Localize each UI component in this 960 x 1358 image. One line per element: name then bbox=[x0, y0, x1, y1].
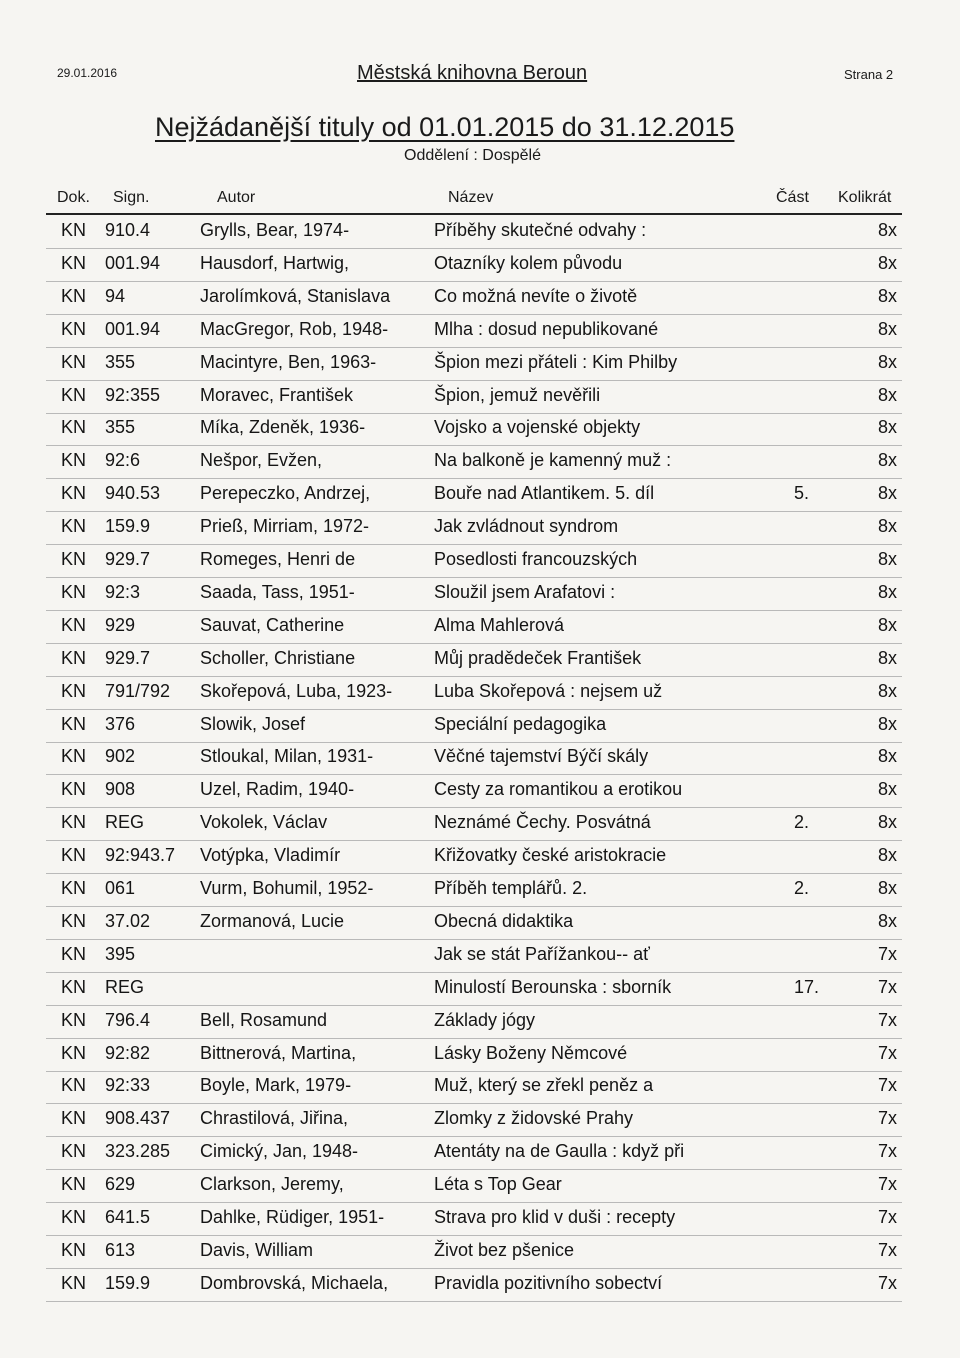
cell-sign: 395 bbox=[105, 943, 136, 964]
cell-sign: 929.7 bbox=[105, 549, 151, 569]
cell-kolikrat: 8x bbox=[878, 417, 898, 438]
cell-kolikrat: 8x bbox=[878, 450, 898, 471]
cell-autor: Míka, Zdeněk, 1936- bbox=[200, 417, 366, 438]
cell-kolikrat: 8x bbox=[878, 614, 898, 635]
cell-dok: KN bbox=[61, 845, 87, 866]
column-header-dok: Dok. bbox=[57, 189, 90, 206]
cell-dok: KN bbox=[61, 417, 87, 438]
cell-dok: KN bbox=[61, 713, 87, 734]
cell-autor: Sauvat, Catherine bbox=[200, 614, 345, 635]
cell-kolikrat: 8x bbox=[878, 220, 898, 240]
report-title: Nejžádanější tituly od 01.01.2015 do 31.12.2015 bbox=[155, 112, 735, 142]
column-header-kolikrat: Kolikrát bbox=[838, 189, 892, 206]
cell-autor: Skořepová, Luba, 1923- bbox=[200, 680, 393, 701]
table-row bbox=[46, 840, 902, 874]
table-row bbox=[46, 774, 902, 808]
cell-autor: Bittnerová, Martina, bbox=[200, 1042, 357, 1063]
cell-autor: Cimický, Jan, 1948- bbox=[200, 1141, 359, 1162]
cell-autor: Saada, Tass, 1951- bbox=[200, 581, 355, 602]
table-row bbox=[46, 1070, 902, 1104]
cell-autor: Hausdorf, Hartwig, bbox=[200, 252, 350, 273]
cell-nazev: Špion mezi přáteli : Kim Philby bbox=[434, 351, 678, 372]
table-row bbox=[46, 544, 902, 578]
cell-dok: KN bbox=[61, 516, 87, 537]
cell-autor: Boyle, Mark, 1979- bbox=[200, 1075, 352, 1096]
cell-kolikrat: 7x bbox=[878, 1207, 898, 1227]
cell-sign: 159.9 bbox=[105, 1272, 151, 1293]
cell-nazev: Základy jógy bbox=[434, 1009, 536, 1030]
cell-dok: KN bbox=[61, 1075, 87, 1096]
cell-kolikrat: 7x bbox=[878, 976, 898, 997]
cell-nazev: Alma Mahlerová bbox=[434, 614, 565, 635]
cell-nazev: Špion, jemuž nevěřili bbox=[434, 384, 601, 405]
cell-autor: Zormanová, Lucie bbox=[200, 910, 345, 931]
cell-nazev: Posedlosti francouzských bbox=[434, 549, 638, 569]
cell-sign: 92:6 bbox=[105, 450, 141, 471]
page-number: Strana 2 bbox=[844, 67, 894, 82]
table-row bbox=[46, 873, 902, 907]
cell-autor: Votýpka, Vladimír bbox=[200, 845, 341, 866]
cell-dok: KN bbox=[61, 680, 87, 701]
cell-nazev: Speciální pedagogika bbox=[434, 713, 607, 734]
cell-autor: Romeges, Henri de bbox=[200, 549, 356, 569]
cell-kolikrat: 8x bbox=[878, 516, 898, 537]
cell-sign: 92:82 bbox=[105, 1042, 151, 1063]
cell-cast: 2. bbox=[794, 878, 810, 898]
cell-dok: KN bbox=[61, 450, 87, 471]
table-row bbox=[46, 643, 902, 677]
table-row bbox=[46, 610, 902, 644]
cell-nazev: Pravidla pozitivního sobectví bbox=[434, 1272, 663, 1293]
cell-nazev: Lásky Boženy Němcové bbox=[434, 1042, 628, 1063]
table-row bbox=[46, 380, 902, 414]
table-row bbox=[46, 972, 902, 1006]
cell-kolikrat: 8x bbox=[878, 647, 898, 668]
cell-sign: 908 bbox=[105, 779, 136, 800]
cell-sign: 908.437 bbox=[105, 1108, 171, 1129]
cell-kolikrat: 8x bbox=[878, 581, 898, 602]
cell-autor: Nešpor, Evžen, bbox=[200, 450, 323, 471]
table-row bbox=[46, 1268, 902, 1302]
cell-dok: KN bbox=[61, 614, 87, 635]
cell-nazev: Na balkoně je kamenný muž : bbox=[434, 450, 672, 471]
cell-sign: 613 bbox=[105, 1239, 136, 1260]
cell-autor: MacGregor, Rob, 1948- bbox=[200, 318, 389, 339]
cell-autor: Vurm, Bohumil, 1952- bbox=[200, 878, 374, 898]
cell-dok: KN bbox=[61, 943, 87, 964]
cell-dok: KN bbox=[61, 549, 87, 569]
cell-autor: Dombrovská, Michaela, bbox=[200, 1272, 389, 1293]
cell-sign: 355 bbox=[105, 351, 136, 372]
table-row bbox=[46, 577, 902, 611]
cell-autor: Bell, Rosamund bbox=[200, 1009, 328, 1030]
cell-autor: Davis, William bbox=[200, 1239, 314, 1260]
table-row bbox=[46, 1005, 902, 1039]
cell-sign: 902 bbox=[105, 746, 136, 767]
cell-autor: Slowik, Josef bbox=[200, 713, 306, 734]
cell-kolikrat: 7x bbox=[878, 1141, 898, 1162]
cell-cast: 5. bbox=[794, 483, 810, 504]
cell-dok: KN bbox=[61, 779, 87, 800]
cell-autor: Grylls, Bear, 1974- bbox=[200, 220, 350, 240]
cell-dok: KN bbox=[61, 1141, 87, 1162]
cell-sign: REG bbox=[105, 812, 145, 833]
cell-sign: 629 bbox=[105, 1174, 136, 1195]
cell-sign: 929.7 bbox=[105, 647, 151, 668]
cell-sign: 92:355 bbox=[105, 384, 161, 405]
cell-sign: 94 bbox=[105, 285, 126, 306]
cell-sign: 001.94 bbox=[105, 252, 161, 273]
cell-nazev: Život bez pšenice bbox=[434, 1239, 575, 1260]
cell-nazev: Neznámé Čechy. Posvátná bbox=[434, 812, 651, 833]
library-name: Městská knihovna Beroun bbox=[357, 62, 588, 84]
cell-kolikrat: 8x bbox=[878, 779, 898, 800]
cell-dok: KN bbox=[61, 1108, 87, 1129]
cell-sign: 641.5 bbox=[105, 1207, 151, 1227]
cell-kolikrat: 8x bbox=[878, 285, 898, 306]
cell-kolikrat: 7x bbox=[878, 1009, 898, 1030]
cell-sign: 355 bbox=[105, 417, 136, 438]
cell-nazev: Jak zvládnout syndrom bbox=[434, 516, 619, 537]
cell-dok: KN bbox=[61, 285, 87, 306]
cell-dok: KN bbox=[61, 384, 87, 405]
cell-kolikrat: 8x bbox=[878, 252, 898, 273]
table-row bbox=[46, 248, 902, 282]
table-row bbox=[46, 314, 902, 348]
cell-dok: KN bbox=[61, 976, 87, 997]
cell-kolikrat: 8x bbox=[878, 878, 898, 898]
cell-kolikrat: 8x bbox=[878, 318, 898, 339]
table-row bbox=[46, 1103, 902, 1137]
table-row bbox=[46, 906, 902, 940]
cell-autor: Dahlke, Rüdiger, 1951- bbox=[200, 1207, 385, 1227]
cell-sign: 92:3 bbox=[105, 581, 141, 602]
cell-dok: KN bbox=[61, 1042, 87, 1063]
table-row bbox=[46, 1202, 902, 1236]
column-header-cast: Část bbox=[776, 189, 809, 206]
cell-sign: 92:33 bbox=[105, 1075, 151, 1096]
cell-nazev: Atentáty na de Gaulla : když při bbox=[434, 1141, 685, 1162]
column-header-sign: Sign. bbox=[113, 189, 150, 206]
cell-dok: KN bbox=[61, 1207, 87, 1227]
cell-autor: Jarolímková, Stanislava bbox=[200, 285, 391, 306]
cell-kolikrat: 8x bbox=[878, 384, 898, 405]
cell-nazev: Léta s Top Gear bbox=[434, 1174, 562, 1195]
cell-sign: 791/792 bbox=[105, 680, 171, 701]
table-row bbox=[46, 1235, 902, 1269]
cell-kolikrat: 7x bbox=[878, 1174, 898, 1195]
cell-dok: KN bbox=[61, 581, 87, 602]
cell-sign: 376 bbox=[105, 713, 136, 734]
cell-nazev: Zlomky z židovské Prahy bbox=[434, 1108, 634, 1129]
table-row bbox=[46, 215, 902, 249]
table-row bbox=[46, 347, 902, 381]
cell-nazev: Otazníky kolem původu bbox=[434, 252, 623, 273]
cell-dok: KN bbox=[61, 220, 87, 240]
cell-dok: KN bbox=[61, 1174, 87, 1195]
cell-autor: Clarkson, Jeremy, bbox=[200, 1174, 344, 1195]
cell-kolikrat: 8x bbox=[878, 910, 898, 931]
cell-nazev: Věčné tajemství Býčí skály bbox=[434, 746, 649, 767]
cell-autor: Stloukal, Milan, 1931- bbox=[200, 746, 374, 767]
report-date: 29.01.2016 bbox=[57, 66, 118, 80]
cell-kolikrat: 7x bbox=[878, 943, 898, 964]
cell-nazev: Strava pro klid v duši : recepty bbox=[434, 1207, 676, 1227]
cell-nazev: Bouře nad Atlantikem. 5. díl bbox=[434, 483, 655, 504]
table-row bbox=[46, 478, 902, 512]
column-header-nazev: Název bbox=[448, 189, 494, 206]
table-row bbox=[46, 511, 902, 545]
cell-dok: KN bbox=[61, 910, 87, 931]
cell-sign: 796.4 bbox=[105, 1009, 151, 1030]
cell-dok: KN bbox=[61, 318, 87, 339]
table-row bbox=[46, 1136, 902, 1170]
cell-kolikrat: 8x bbox=[878, 845, 898, 866]
cell-nazev: Obecná didaktika bbox=[434, 910, 574, 931]
column-header-autor: Autor bbox=[217, 189, 256, 206]
cell-sign: 061 bbox=[105, 878, 136, 898]
department-label: Oddělení : Dospělé bbox=[404, 147, 541, 164]
cell-nazev: Jak se stát Pařížankou-- ať bbox=[434, 943, 650, 964]
table-row bbox=[46, 412, 902, 446]
cell-nazev: Mlha : dosud nepublikované bbox=[434, 318, 659, 339]
cell-kolikrat: 7x bbox=[878, 1075, 898, 1096]
cell-autor: Scholler, Christiane bbox=[200, 647, 356, 668]
cell-nazev: Příběh templářů. 2. bbox=[434, 878, 588, 898]
table-row bbox=[46, 807, 902, 841]
cell-dok: KN bbox=[61, 1239, 87, 1260]
table-row bbox=[46, 281, 902, 315]
cell-autor: Uzel, Radim, 1940- bbox=[200, 779, 355, 800]
table-row bbox=[46, 1169, 902, 1203]
cell-kolikrat: 8x bbox=[878, 549, 898, 569]
cell-dok: KN bbox=[61, 746, 87, 767]
cell-nazev: Příběhy skutečné odvahy : bbox=[434, 220, 647, 240]
cell-cast: 2. bbox=[794, 812, 810, 833]
cell-kolikrat: 8x bbox=[878, 680, 898, 701]
cell-nazev: Minulostí Berounska : sborník bbox=[434, 976, 672, 997]
cell-kolikrat: 8x bbox=[878, 746, 898, 767]
cell-kolikrat: 7x bbox=[878, 1239, 898, 1260]
cell-sign: 159.9 bbox=[105, 516, 151, 537]
cell-kolikrat: 7x bbox=[878, 1042, 898, 1063]
cell-sign: 323.285 bbox=[105, 1141, 171, 1162]
cell-sign: 001.94 bbox=[105, 318, 161, 339]
cell-dok: KN bbox=[61, 878, 87, 898]
cell-autor: Chrastilová, Jiřina, bbox=[200, 1108, 349, 1129]
table-row bbox=[46, 709, 902, 743]
cell-kolikrat: 7x bbox=[878, 1272, 898, 1293]
cell-cast: 17. bbox=[794, 976, 820, 997]
cell-sign: REG bbox=[105, 976, 145, 997]
cell-kolikrat: 7x bbox=[878, 1108, 898, 1129]
table-row bbox=[46, 1038, 902, 1072]
cell-autor: Vokolek, Václav bbox=[200, 812, 328, 833]
cell-nazev: Co možná nevíte o životě bbox=[434, 285, 638, 306]
cell-dok: KN bbox=[61, 1272, 87, 1293]
table-row bbox=[46, 445, 902, 479]
cell-kolikrat: 8x bbox=[878, 713, 898, 734]
table-row bbox=[46, 676, 902, 710]
cell-sign: 92:943.7 bbox=[105, 845, 176, 866]
cell-dok: KN bbox=[61, 252, 87, 273]
cell-nazev: Vojsko a vojenské objekty bbox=[434, 417, 641, 438]
cell-kolikrat: 8x bbox=[878, 351, 898, 372]
cell-dok: KN bbox=[61, 1009, 87, 1030]
cell-sign: 910.4 bbox=[105, 220, 151, 240]
cell-dok: KN bbox=[61, 812, 87, 833]
cell-nazev: Luba Skořepová : nejsem už bbox=[434, 680, 663, 701]
cell-nazev: Sloužil jsem Arafatovi : bbox=[434, 581, 616, 602]
cell-autor: Macintyre, Ben, 1963- bbox=[200, 351, 377, 372]
table-row bbox=[46, 741, 902, 775]
cell-nazev: Muž, který se zřekl peněz a bbox=[434, 1075, 654, 1096]
cell-autor: Prieß, Mirriam, 1972- bbox=[200, 516, 370, 537]
cell-nazev: Křižovatky české aristokracie bbox=[434, 845, 667, 866]
cell-sign: 37.02 bbox=[105, 910, 151, 931]
cell-dok: KN bbox=[61, 483, 87, 504]
cell-nazev: Cesty za romantikou a erotikou bbox=[434, 779, 683, 800]
cell-dok: KN bbox=[61, 647, 87, 668]
cell-sign: 940.53 bbox=[105, 483, 161, 504]
table-row bbox=[46, 939, 902, 973]
cell-sign: 929 bbox=[105, 614, 136, 635]
cell-nazev: Můj pradědeček František bbox=[434, 647, 642, 668]
cell-autor: Perepeczko, Andrzej, bbox=[200, 483, 371, 504]
cell-kolikrat: 8x bbox=[878, 483, 898, 504]
cell-kolikrat: 8x bbox=[878, 812, 898, 833]
cell-autor: Moravec, František bbox=[200, 384, 354, 405]
cell-dok: KN bbox=[61, 351, 87, 372]
